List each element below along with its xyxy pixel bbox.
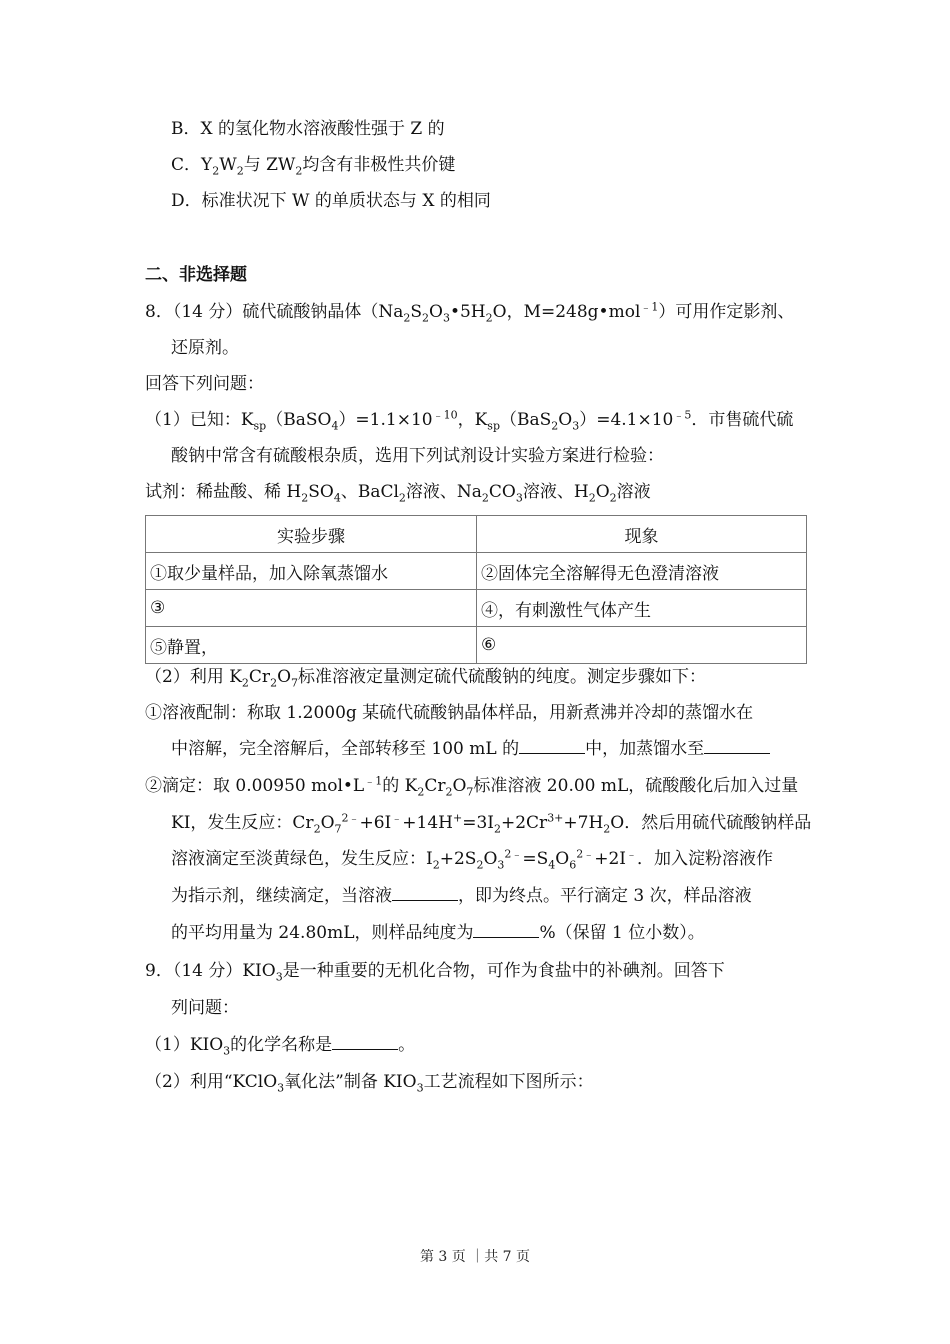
q9-part1: $(1)KIO_3$的化学名称是 。 [145, 1035, 416, 1058]
q8-part1-line-2: 酸钠中常含有硫酸根杂质，选用下列试剂设计实验方案进行检验： [171, 446, 664, 466]
q8-line-2: 还原剂。 [171, 338, 239, 358]
page-footer: 第 3 页 ｜共 7 页 [419, 1249, 531, 1265]
option-b: B．X 的氢化物水溶液酸性强于 Z 的 [171, 119, 445, 139]
q8-step1-line-1: ①溶液配制：称取 1.2000g 某硫代硫酸钠晶体样品，用新煮沸并冷却的蒸馏水在 [145, 703, 754, 723]
q9-line-2: 列问题： [171, 998, 239, 1018]
q8-part2-intro: （2）利用 $K_2Cr_2O_7$标准溶液定量测定硫代硫酸钠的纯度。测定步骤如下： [145, 667, 706, 690]
q8-step2-line-4: 为指示剂，继续滴定，当溶液 ，即为终点。平行滴定 3 次，样品溶液 [171, 886, 752, 906]
option-d: D．标准状况下 W 的单质状态与 X 的相同 [171, 191, 491, 211]
q8-reagents: 试剂：稀盐酸、稀 $H_2SO_4$、BaCl$_2$溶液、$Na_2CO_3$溶液、$H_2O_2$溶液 [145, 482, 651, 505]
table-cell: ⑤静置， [146, 627, 477, 664]
q8-step2-line-1: ②滴定：取 0.00950 $mol•L^{﹣1}$的 $K_2Cr_2O_7$标准溶液 20.00 mL，硫酸酸化后加入过量 [145, 774, 799, 799]
table-cell: ④，有刺激性气体产生 [477, 590, 807, 627]
q9-line-1: 9．（14 分）$KIO_3$是一种重要的无机化合物，可作为食盐中的补碘剂。回答下 [145, 961, 725, 984]
q8-line-1: 8．（14 分）硫代硫酸钠晶体（$Na_2S_2O_3•5H_2O$，M=248g•mol$^{﹣1}$）可用作定影剂、 [145, 300, 795, 325]
q8-step2-line-2: KI，发生反应：$Cr_2O_7^{2﹣}+6I^﹣+14H^+=3I_2+2Cr^{3+}+7H_2O$．然后用硫代硫酸钠样品 [171, 811, 812, 836]
answer-blank[interactable] [332, 1034, 398, 1050]
table-cell: ③ [146, 590, 477, 627]
q9-part2: （2）利用“KClO$_3$氧化法”制备 $KIO_3$工艺流程如下图所示： [145, 1072, 594, 1095]
table-header-row [146, 516, 807, 553]
option-c: C．$Y_2W_2$与 $ZW_2$均含有非极性共价键 [171, 155, 456, 178]
answer-blank[interactable] [704, 738, 770, 754]
table-cell: ②固体完全溶解得无色澄清溶液 [477, 553, 807, 590]
q8-step2-line-5: 的平均用量为 24.80mL，则样品纯度为 %（保留 1 位小数）。 [171, 923, 705, 943]
table-cell: ①取少量样品，加入除氧蒸馏水 [146, 553, 477, 590]
table-header-steps: 实验步骤 [146, 516, 477, 553]
q8-step1-line-2: 中溶解，完全溶解后，全部转移至 100 mL 的 中，加蒸馏水至 [171, 738, 770, 760]
q8-step2-line-3: 溶液滴定至淡黄绿色，发生反应：$I_2+2S_2O_3^{2﹣}=S_4O_6^{2﹣}+2I^﹣$．加入淀粉溶液作 [171, 847, 773, 872]
table-row [146, 553, 807, 590]
table-row [146, 590, 807, 627]
answer-blank[interactable] [473, 922, 539, 938]
answer-blank[interactable] [519, 738, 585, 754]
experiment-table [145, 515, 807, 664]
q8-part1-line-1: （1）已知：$K_{sp}(BaSO_4)=1.1\times 10^{﹣10}$，$K_{sp}(BaS_2O_3)=4.1\times 10^{﹣5}$．市售硫代硫 [145, 408, 794, 433]
table-cell: ⑥ [477, 627, 807, 664]
answer-blank[interactable] [392, 885, 458, 901]
table-row [146, 627, 807, 664]
q8-prompt: 回答下列问题： [145, 374, 264, 394]
section-title: 二、非选择题 [145, 265, 247, 285]
table-header-phenomena: 现象 [477, 516, 807, 553]
